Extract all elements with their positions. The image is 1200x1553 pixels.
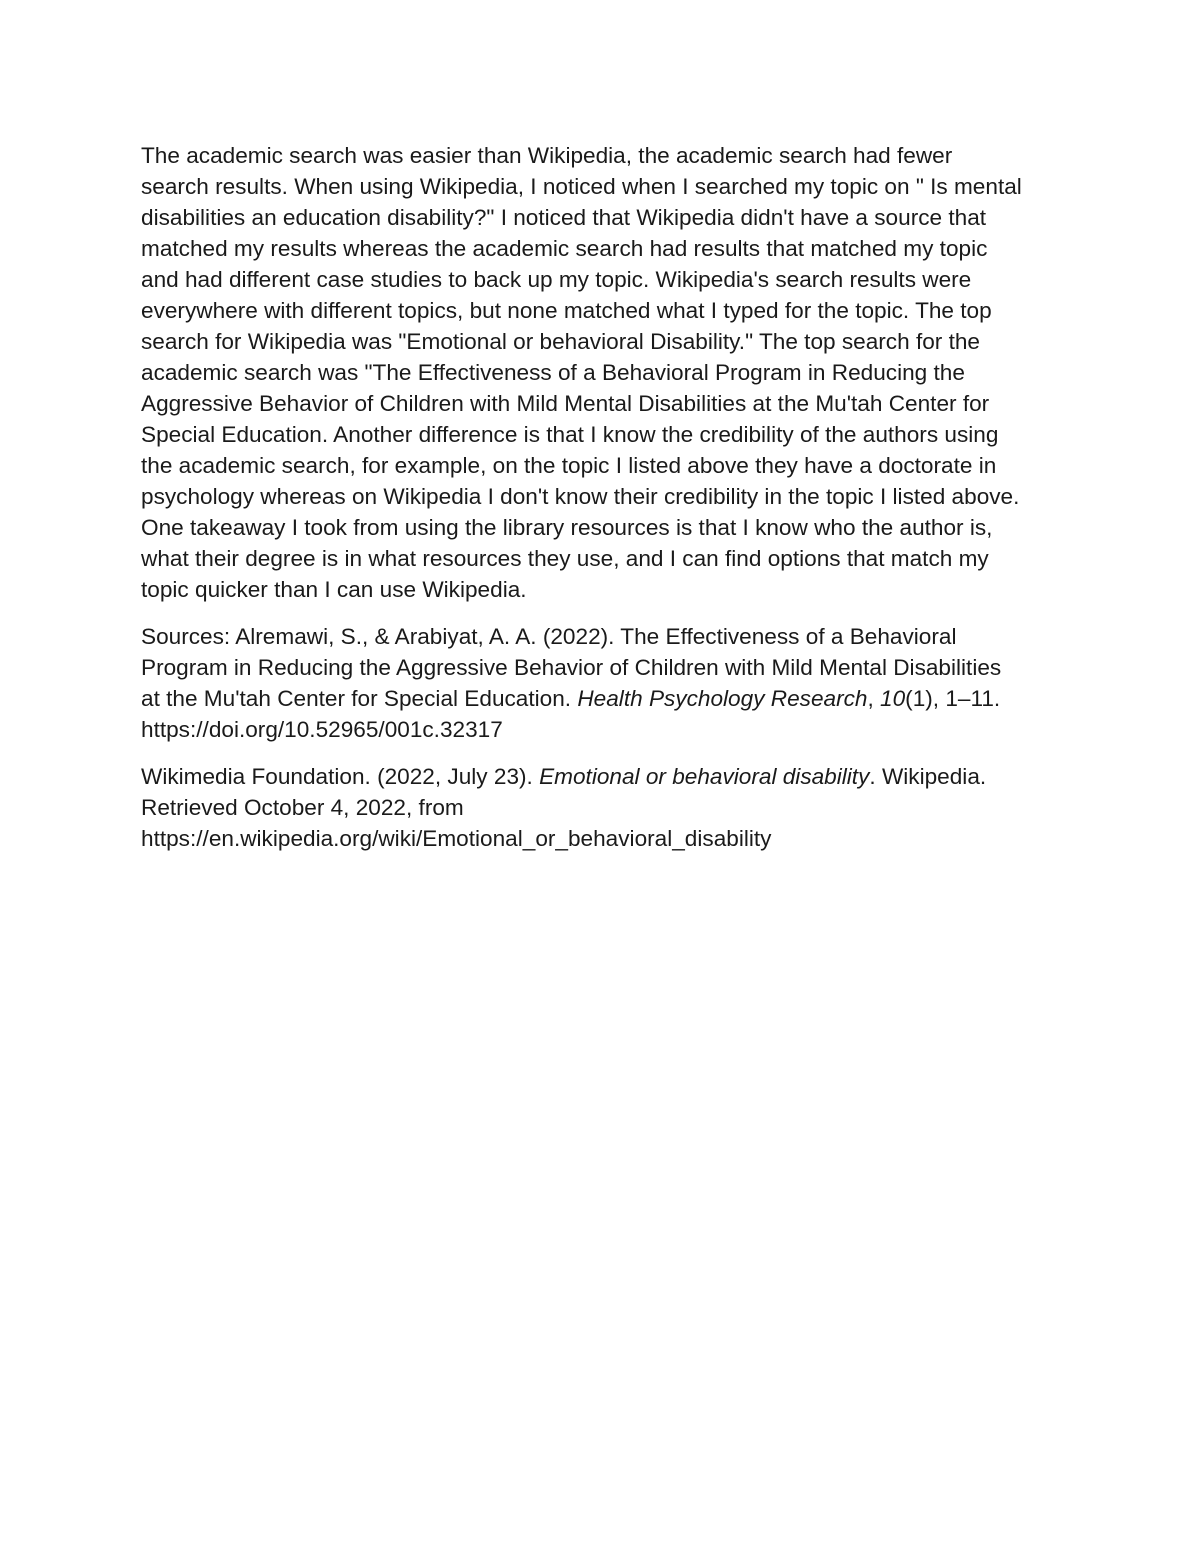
essay-line: matched my results whereas the academic search had results that matched my topic [141, 236, 988, 261]
citation-text: (1), 1–11. [905, 686, 1001, 711]
journal-title: Health Psychology Research [577, 686, 868, 711]
citation-text: Wikimedia Foundation. (2022, July 23). [141, 764, 540, 789]
citation-line: Program in Reducing the Aggressive Behavior of Children with Mild Mental Disabilities [141, 655, 1002, 680]
citation-text: at the Mu'tah Center for Special Education. [141, 686, 578, 711]
doi-link: https://doi.org/10.52965/001c.32317 [141, 717, 503, 742]
essay-line: everywhere with different topics, but none matched what I typed for the topic. The top [141, 298, 992, 323]
essay-line: topic quicker than I can use Wikipedia. [141, 577, 527, 602]
wikipedia-url: https://en.wikipedia.org/wiki/Emotional_or_behavioral_disability [141, 826, 772, 851]
article-title: Emotional or behavioral disability [539, 764, 870, 789]
source-citation-wikipedia [141, 761, 1066, 854]
citation-line [141, 761, 1066, 792]
journal-volume: 10 [880, 686, 906, 711]
essay-line: psychology whereas on Wikipedia I don't know their credibility in the topic I listed above. [141, 484, 1020, 509]
source-citation-academic [141, 621, 1066, 745]
essay-line: academic search was "The Effectiveness of a Behavioral Program in Reducing the [141, 360, 965, 385]
citation-text: , [867, 686, 881, 711]
essay-line: what their degree is in what resources they use, and I can find options that match my [141, 546, 989, 571]
essay-paragraph [141, 140, 1066, 605]
essay-line: One takeaway I took from using the library resources is that I know who the author is, [141, 515, 993, 540]
document-body [141, 140, 1066, 870]
essay-line: and had different case studies to back up my topic. Wikipedia's search results were [141, 267, 972, 292]
essay-line: The academic search was easier than Wikipedia, the academic search had fewer [141, 143, 953, 168]
citation-text: . Wikipedia. [869, 764, 987, 789]
essay-line: search for Wikipedia was "Emotional or behavioral Disability." The top search for the [141, 329, 981, 354]
essay-line: search results. When using Wikipedia, I noticed when I searched my topic on " Is mental [141, 174, 1022, 199]
essay-line: the academic search, for example, on the topic I listed above they have a doctorate in [141, 453, 997, 478]
essay-line: Aggressive Behavior of Children with Mild Mental Disabilities at the Mu'tah Center for [141, 391, 990, 416]
citation-line: Retrieved October 4, 2022, from [141, 795, 464, 820]
essay-line: disabilities an education disability?" I noticed that Wikipedia didn't have a source that [141, 205, 987, 230]
citation-line: Sources: Alremawi, S., & Arabiyat, A. A. (2022). The Effectiveness of a Behavioral [141, 624, 957, 649]
citation-line [141, 683, 1066, 714]
essay-line: Special Education. Another difference is that I know the credibility of the authors using [141, 422, 999, 447]
